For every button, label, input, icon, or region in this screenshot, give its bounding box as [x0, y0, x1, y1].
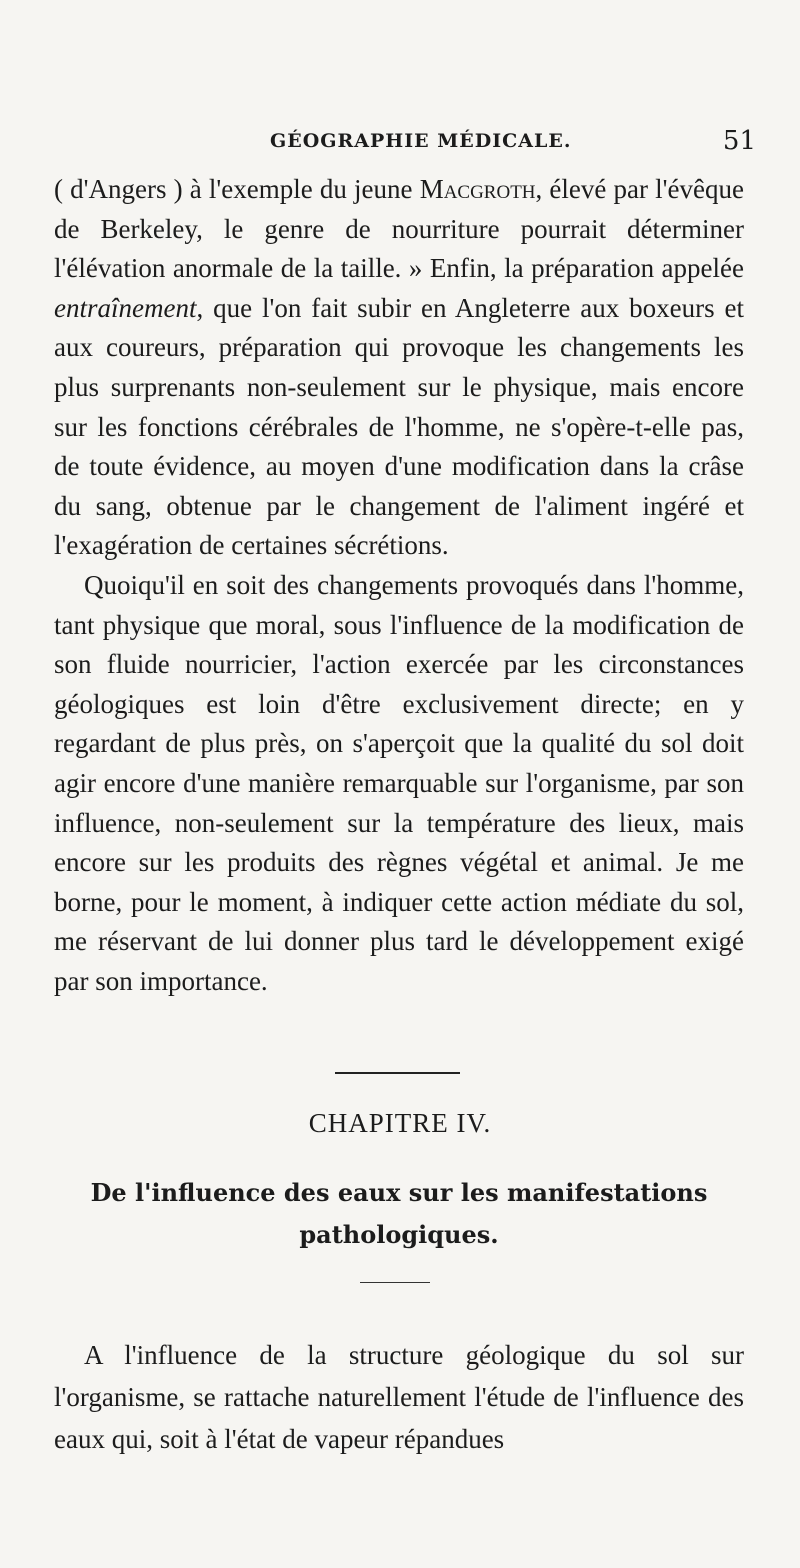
paragraph-1-part-1: ( d'Angers ) à l'exemple du jeune	[54, 174, 420, 204]
paragraph-1-part-2: , élevé par l'évêque de Berkeley, le genre de nourriture pourrait déterminer l'élévation anormale de la taille. » Enfin, la préparation appelée	[54, 174, 744, 284]
chapter-subtitle: De l'influence des eaux sur les manifestations pathologiques.	[90, 1178, 708, 1249]
chapter-title: CHAPITRE IV.	[308, 1108, 492, 1138]
italic-term: entraînement	[54, 292, 197, 323]
separator-rule	[335, 1072, 460, 1074]
separator-rule-small	[360, 1282, 430, 1283]
paragraph-3: A l'influence de la structure géologique du sol sur l'organisme, se rattache naturellement l'étude de l'influence des eaux qui, soit à l'état de vapeur répandues	[54, 1340, 744, 1454]
person-name: Macgroth	[419, 174, 536, 204]
running-title: GÉOGRAPHIE MÉDICALE.	[270, 130, 572, 152]
paragraph-1-part-3: , que l'on fait subir en Angleterre aux boxeurs et aux coureurs, préparation qui provoque les changements les plus surprenants non-seulement sur le physique, mais encore sur les fonctions cérébrales de l'homme, ne s'opère-t-elle pas, de toute évidence, au moyen d'une modification dans la crâse du sang, obtenue par le changement de l'aliment ingéré et l'exagération de certaines sécrétions.	[54, 292, 744, 561]
main-text	[54, 170, 744, 1001]
page-header	[40, 126, 760, 170]
page-number: 51	[722, 126, 756, 156]
paragraph-2: Quoiqu'il en soit des changements provoqués dans l'homme, tant physique que moral, sous l'influence de la modification de son fluide nourricier, l'action exercée par les circonstances géologiques est loin d'être exclusivement directe; en y regardant de plus près, on s'aperçoit que la qualité du sol doit agir encore d'une manière remarquable sur l'organisme, par son influence, non-seulement sur la température des lieux, mais encore sur les produits des règnes végétal et animal. Je me borne, pour le moment, à indiquer cette action médiate du sol, me réservant de lui donner plus tard le développement exigé par son importance.	[54, 569, 744, 996]
paragraph-1	[54, 170, 744, 566]
chapter-text	[54, 1334, 744, 1460]
